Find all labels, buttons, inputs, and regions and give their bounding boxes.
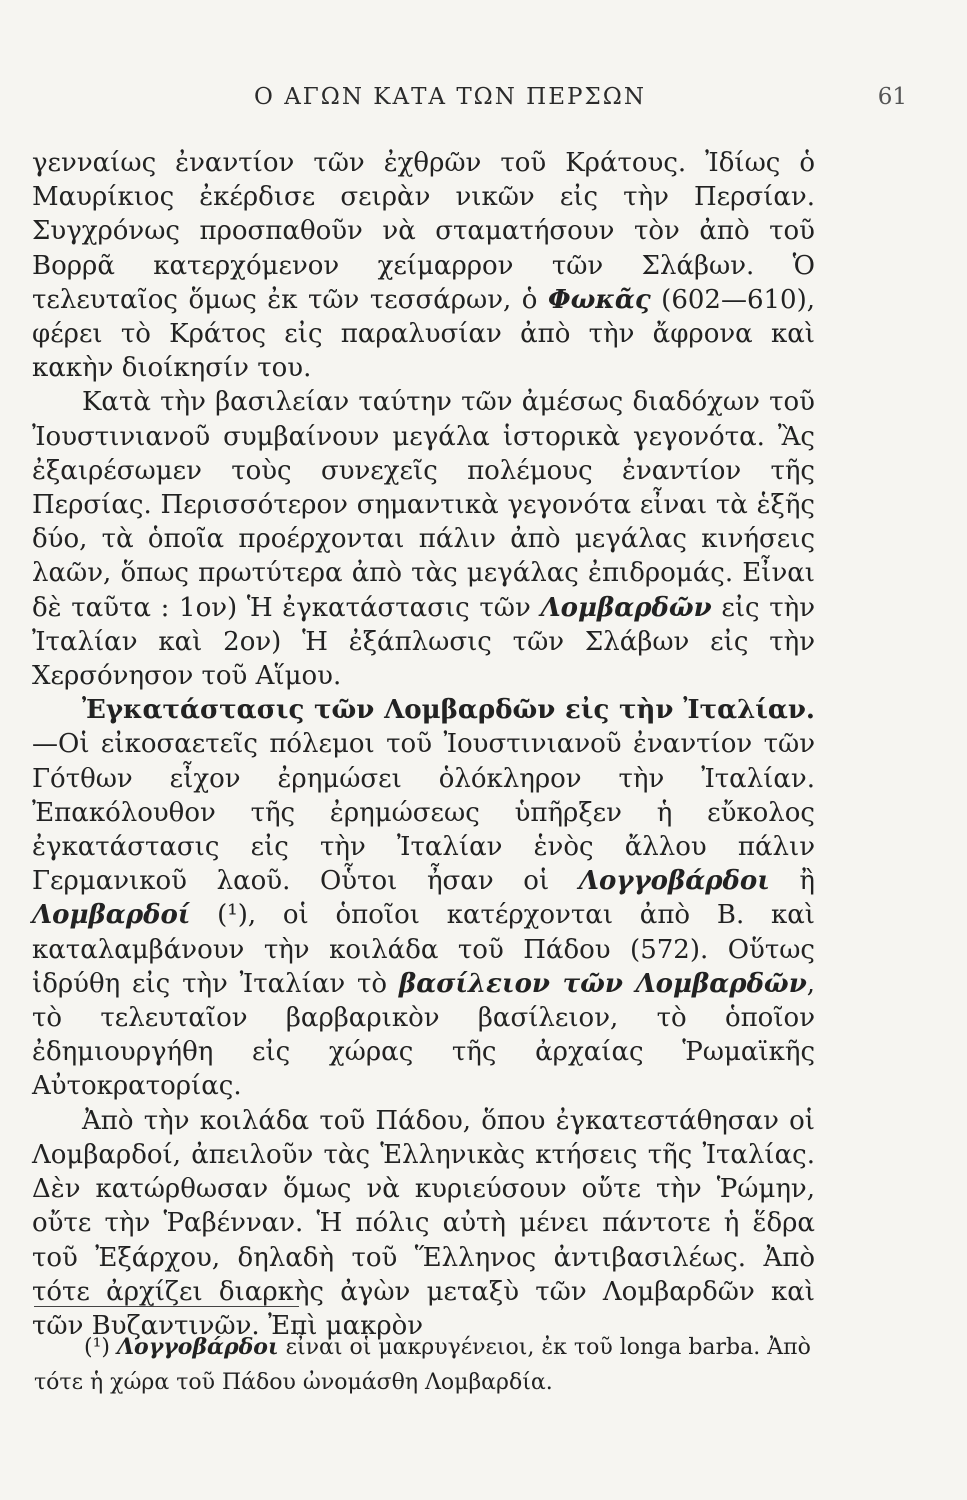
paragraph-2-text: Κατὰ τὴν βασιλείαν ταύτην τῶν ἀμέσως διαδόχων τοῦ Ἰουστινιανοῦ συμβαίνουν μεγάλα ἱστορικὰ γεγονότα. Ἂς ἐξαιρέσωμεν τοὺς συνεχεῖς πολέμους ἐναντίον τῆς Περσίας. Περισσότερον σημαντικὰ γεγονότα εἶναι τὰ ἑξῆς δύο, τὰ ὁποῖα προέρχονται πάλιν ἀπὸ μεγάλας κινήσεις λαῶν, ὅπως πρωτύτερα ἀπὸ τὰς μεγάλας ἐπιδρομάς. Εἶναι δὲ ταῦτα : 1ον) Ἡ ἐγκατάστασις τῶν bbox=[32, 387, 815, 623]
paragraph-4 bbox=[32, 1104, 815, 1343]
term-longobards: Λογγοβάρδοι bbox=[578, 866, 770, 897]
page-number: 61 bbox=[877, 84, 907, 110]
running-head bbox=[0, 84, 967, 114]
footnote-reference: (¹) bbox=[190, 900, 248, 931]
section-heading: Ἐγκατάστασις τῶν Λομβαρδῶν εἰς τὴν Ἰταλίαν. bbox=[82, 695, 815, 726]
paragraph-2 bbox=[32, 385, 815, 693]
footnote-divider bbox=[34, 1306, 299, 1307]
term-lombards: Λομβαρδῶν bbox=[540, 592, 712, 623]
paragraph-3 bbox=[32, 693, 815, 1103]
term-lombardoi: Λομβαρδοί bbox=[32, 900, 191, 931]
paragraph-3-text: —Οἱ εἰκοσαετεῖς πόλεμοι τοῦ Ἰουστινιανοῦ ἐναντίον τῶν Γότθων εἶχον ἐρημώσει ὁλόκληρον τὴν Ἰταλίαν. Ἐπακόλουθον τῆς ἐρημώσεως ὑπῆρξεν ἡ εὔκολος ἐγκατάστασις εἰς τὴν Ἰταλίαν ἑνὸς ἄλλου πάλιν Γερμανικοῦ λαοῦ. Οὗτοι ἦσαν οἱ bbox=[32, 729, 815, 897]
name-phokas: Φωκᾶς bbox=[547, 284, 651, 315]
paragraph-2-end: εἰς τὴν Ἰταλίαν καὶ 2ον) Ἡ ἐξάπλωσις τῶν Σλάβων εἰς τὴν Χερσόνησον τοῦ Αἵμου. bbox=[32, 592, 815, 692]
paragraph-1-text: γενναίως ἐναντίον τῶν ἐχθρῶν τοῦ Κράτους. Ἰδίως ὁ Μαυρίκιος ἐκέρδισε σειρὰν νικῶν εἰς τὴν Περσίαν. Συγχρόνως προσπαθοῦν νὰ σταματήσουν τὸν ἀπὸ τοῦ Βορρᾶ κατερχόμενον χείμαρρον τῶν Σλάβων. Ὁ τελευταῖος ὅμως ἐκ τῶν τεσσάρων, ὁ bbox=[32, 148, 815, 315]
body-text bbox=[32, 146, 815, 1343]
paragraph-3-or: ἢ bbox=[769, 866, 816, 897]
footnote-text: εἶναι οἱ μακρυγένειοι, ἐκ τοῦ longa barba. Ἀπὸ τότε ἡ χώρα τοῦ Πάδου ὠνομάσθη Λομβαρδία. bbox=[34, 1335, 811, 1395]
paragraph-3-middle: , οἱ ὁποῖοι κατέρχονται ἀπὸ Β. καὶ καταλαμβάνουν τὴν κοιλάδα τοῦ Πάδου (572). Οὕτως ἱδρύθη εἰς τὴν Ἰταλίαν τὸ bbox=[32, 900, 815, 999]
footnote-term: Λογγοβάρδοι bbox=[116, 1334, 279, 1360]
footnote-marker: (¹) bbox=[84, 1335, 117, 1360]
paragraph-4-text: Ἀπὸ τὴν κοιλάδα τοῦ Πάδου, ὅπου ἐγκατεστάθησαν οἱ Λομβαρδοί, ἀπειλοῦν τὰς Ἑλληνικὰς κτήσεις τῆς Ἰταλίας. Δὲν κατώρθωσαν ὅμως νὰ κυριεύσουν οὔτε τὴν Ῥώμην, οὔτε τὴν Ῥαβένναν. Ἡ πόλις αὐτὴ μένει πάντοτε ἡ ἕδρα τοῦ Ἐξάρχου, δηλαδὴ τοῦ Ἕλληνος ἀντιβασιλέως. Ἀπὸ τότε ἀρχίζει διαρκὴς ἀγὼν μεταξὺ τῶν Λομβαρδῶν καὶ τῶν Βυζαντινῶν. Ἐπὶ μακρὸν bbox=[32, 1105, 815, 1341]
term-kingdom: βασίλειον τῶν Λομβαρδῶν bbox=[398, 968, 807, 999]
footnotes bbox=[34, 1330, 814, 1400]
paragraph-3-end: , τὸ τελευταῖον βαρβαρικὸν βασίλειον, τὸ ὁποῖον ἐδημιουργήθη εἰς χώρας τῆς ἀρχαίας Ῥωμαϊκῆς Αὐτοκρατορίας. bbox=[32, 968, 815, 1102]
paragraph-1 bbox=[32, 146, 815, 385]
paragraph-1-end: (602—610), φέρει τὸ Κράτος εἰς παραλυσίαν ἀπὸ τὴν ἄφρονα καὶ κακὴν διοίκησίν του. bbox=[32, 284, 815, 384]
footnote-1 bbox=[34, 1330, 814, 1400]
running-title: Ο ΑΓΩΝ ΚΑΤΑ ΤΩΝ ΠΕΡΣΩΝ bbox=[254, 84, 646, 110]
